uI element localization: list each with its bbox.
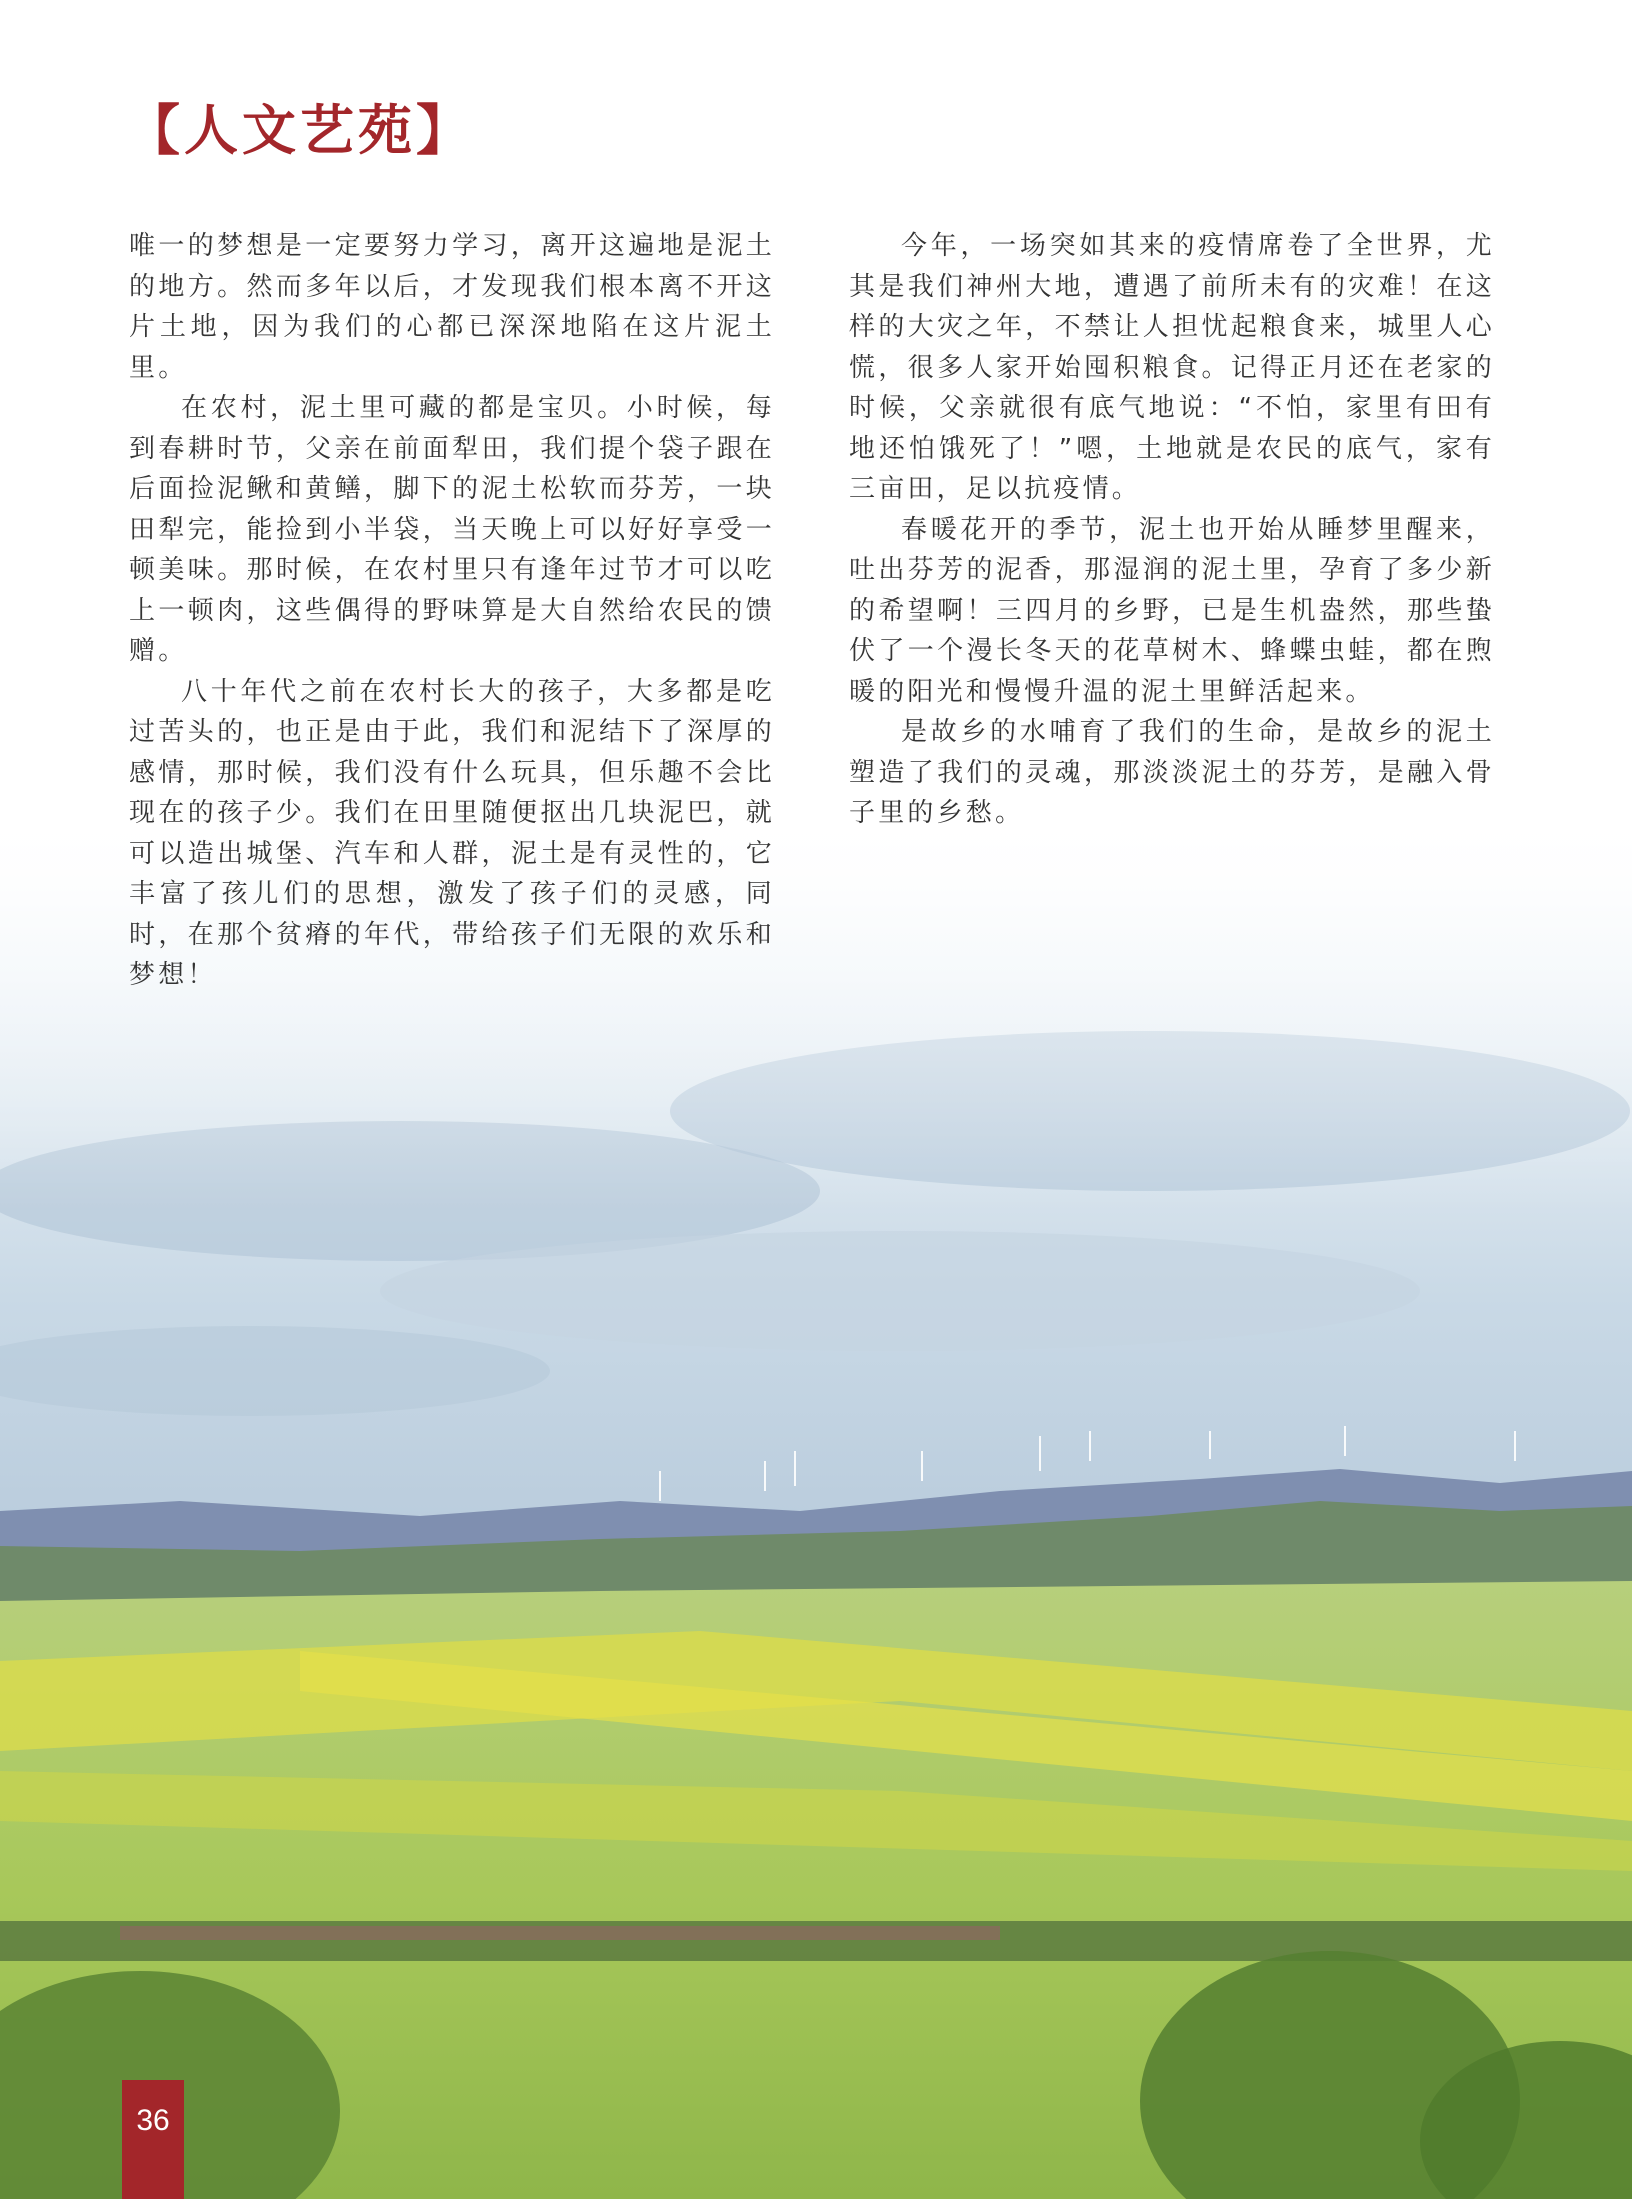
section-title: 【人文艺苑】 — [126, 99, 474, 162]
paragraph: 八十年代之前在农村长大的孩子，大多都是吃过苦头的，也正是由于此，我们和泥结下了深厚的感情，那时候，我们没有什么玩具，但乐趣不会比现在的孩子少。我们在田里随便抠出几块泥巴，就可以造出城堡、汽车和人群，泥土是有灵性的，它丰富了孩儿们的思想，激发了孩子们的灵感，同时，在那个贫瘠的年代，带给孩子们无限的欢乐和梦想！ — [129, 676, 775, 990]
paragraph: 在农村，泥土里可藏的都是宝贝。小时候，每到春耕时节，父亲在前面犁田，我们提个袋子跟在后面捡泥鳅和黄鳝，脚下的泥土松软而芬芳，一块田犁完，能捡到小半袋，当天晚上可以好好享受一顿美味。那时候，在农村里只有逢年过节才可以吃上一顿肉，这些偶得的野味算是大自然给农民的馈赠。 — [129, 393, 775, 666]
paragraph: 春暖花开的季节，泥土也开始从睡梦里醒来，吐出芬芳的泥香，那湿润的泥土里，孕育了多少新的希望啊！三四月的乡野，已是生机盎然，那些蛰伏了一个漫长冬天的花草树木、蜂蝶虫蛙，都在煦暖的阳光和慢慢升温的泥土里鲜活起来。 — [849, 514, 1495, 707]
paragraph: 今年，一场突如其来的疫情席卷了全世界，尤其是我们神州大地，遭遇了前所未有的灾难！在这样的大灾之年，不禁让人担忧起粮食来，城里人心慌，很多人家开始囤积粮食。记得正月还在老家的时候，父亲就很有底气地说：“不怕，家里有田有地还怕饿死了！”嗯，土地就是农民的底气，家有三亩田，足以抗疫情。 — [849, 231, 1495, 504]
page-number: 36 — [136, 2104, 170, 2137]
paragraph: 唯一的梦想是一定要努力学习，离开这遍地是泥土的地方。然而多年以后，才发现我们根本离不开这片土地，因为我们的心都已深深地陷在这片泥土里。 — [129, 231, 775, 383]
grassland-landscape-photo — [0, 811, 1632, 2199]
paragraph: 是故乡的水哺育了我们的生命，是故乡的泥土塑造了我们的灵魂，那淡淡泥土的芬芳，是融入骨子里的乡愁。 — [849, 717, 1495, 828]
article-right-column — [849, 226, 1495, 834]
page-number-tab — [122, 2080, 184, 2199]
article-left-column — [129, 226, 775, 996]
